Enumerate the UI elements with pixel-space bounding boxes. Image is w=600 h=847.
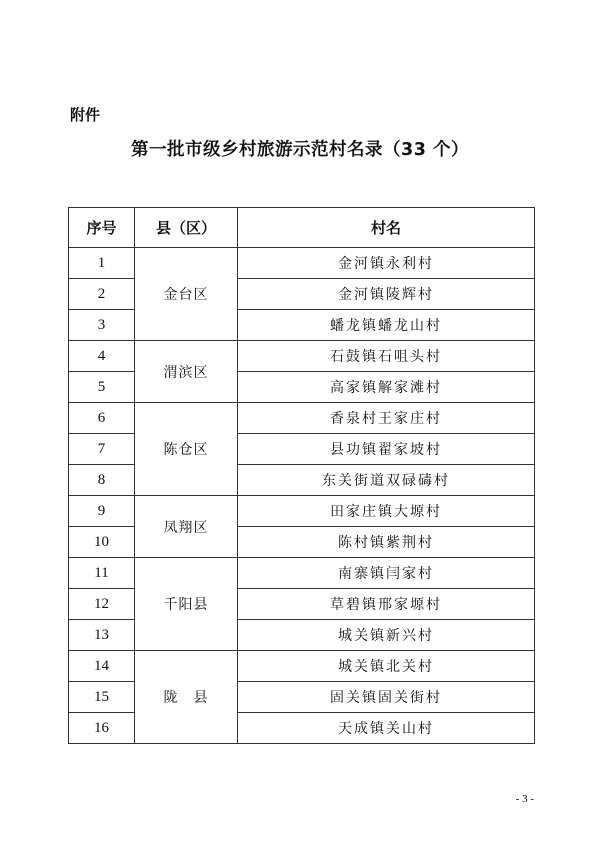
village-name: 石鼓镇石咀头村 (238, 341, 535, 372)
document-title: 第一批市级乡村旅游示范村名录（33 个） (131, 140, 469, 160)
row-index: 2 (69, 279, 135, 310)
row-index: 13 (69, 620, 135, 651)
row-index: 14 (69, 651, 135, 682)
row-index: 7 (69, 434, 135, 465)
header-village: 村名 (238, 208, 535, 248)
row-index: 12 (69, 589, 135, 620)
table-row (69, 651, 535, 682)
row-index: 4 (69, 341, 135, 372)
county-cell: 凤翔区 (135, 496, 238, 558)
village-name: 城关镇北关村 (238, 651, 535, 682)
village-name: 天成镇关山村 (238, 713, 535, 744)
row-index: 11 (69, 558, 135, 589)
village-name: 县功镇翟家坡村 (238, 434, 535, 465)
row-index: 1 (69, 248, 135, 279)
county-cell: 渭滨区 (135, 341, 238, 403)
village-table (68, 207, 535, 744)
header-index: 序号 (69, 208, 135, 248)
table-row (69, 496, 535, 527)
row-index: 10 (69, 527, 135, 558)
table-header-row (69, 208, 535, 248)
row-index: 9 (69, 496, 135, 527)
village-name: 高家镇解家滩村 (238, 372, 535, 403)
village-name: 金河镇永利村 (238, 248, 535, 279)
header-county: 县（区） (135, 208, 238, 248)
row-index: 6 (69, 403, 135, 434)
village-name: 金河镇陵辉村 (238, 279, 535, 310)
page-number: - 3 - (515, 793, 534, 805)
village-name: 东关街道双碌碡村 (238, 465, 535, 496)
row-index: 8 (69, 465, 135, 496)
village-name: 蟠龙镇蟠龙山村 (238, 310, 535, 341)
village-name: 陈村镇紫荆村 (238, 527, 535, 558)
attachment-label: 附件 (70, 106, 101, 124)
county-cell: 金台区 (135, 248, 238, 341)
table-row (69, 341, 535, 372)
row-index: 5 (69, 372, 135, 403)
row-index: 16 (69, 713, 135, 744)
table-row (69, 248, 535, 279)
village-name: 香泉村王家庄村 (238, 403, 535, 434)
village-name: 田家庄镇大塬村 (238, 496, 535, 527)
table-row (69, 558, 535, 589)
county-cell: 陇 县 (135, 651, 238, 744)
village-name: 固关镇固关街村 (238, 682, 535, 713)
village-name: 草碧镇邢家塬村 (238, 589, 535, 620)
table-row (69, 403, 535, 434)
row-index: 15 (69, 682, 135, 713)
row-index: 3 (69, 310, 135, 341)
county-cell: 千阳县 (135, 558, 238, 651)
village-name: 城关镇新兴村 (238, 620, 535, 651)
village-name: 南寨镇闫家村 (238, 558, 535, 589)
county-cell: 陈仓区 (135, 403, 238, 496)
